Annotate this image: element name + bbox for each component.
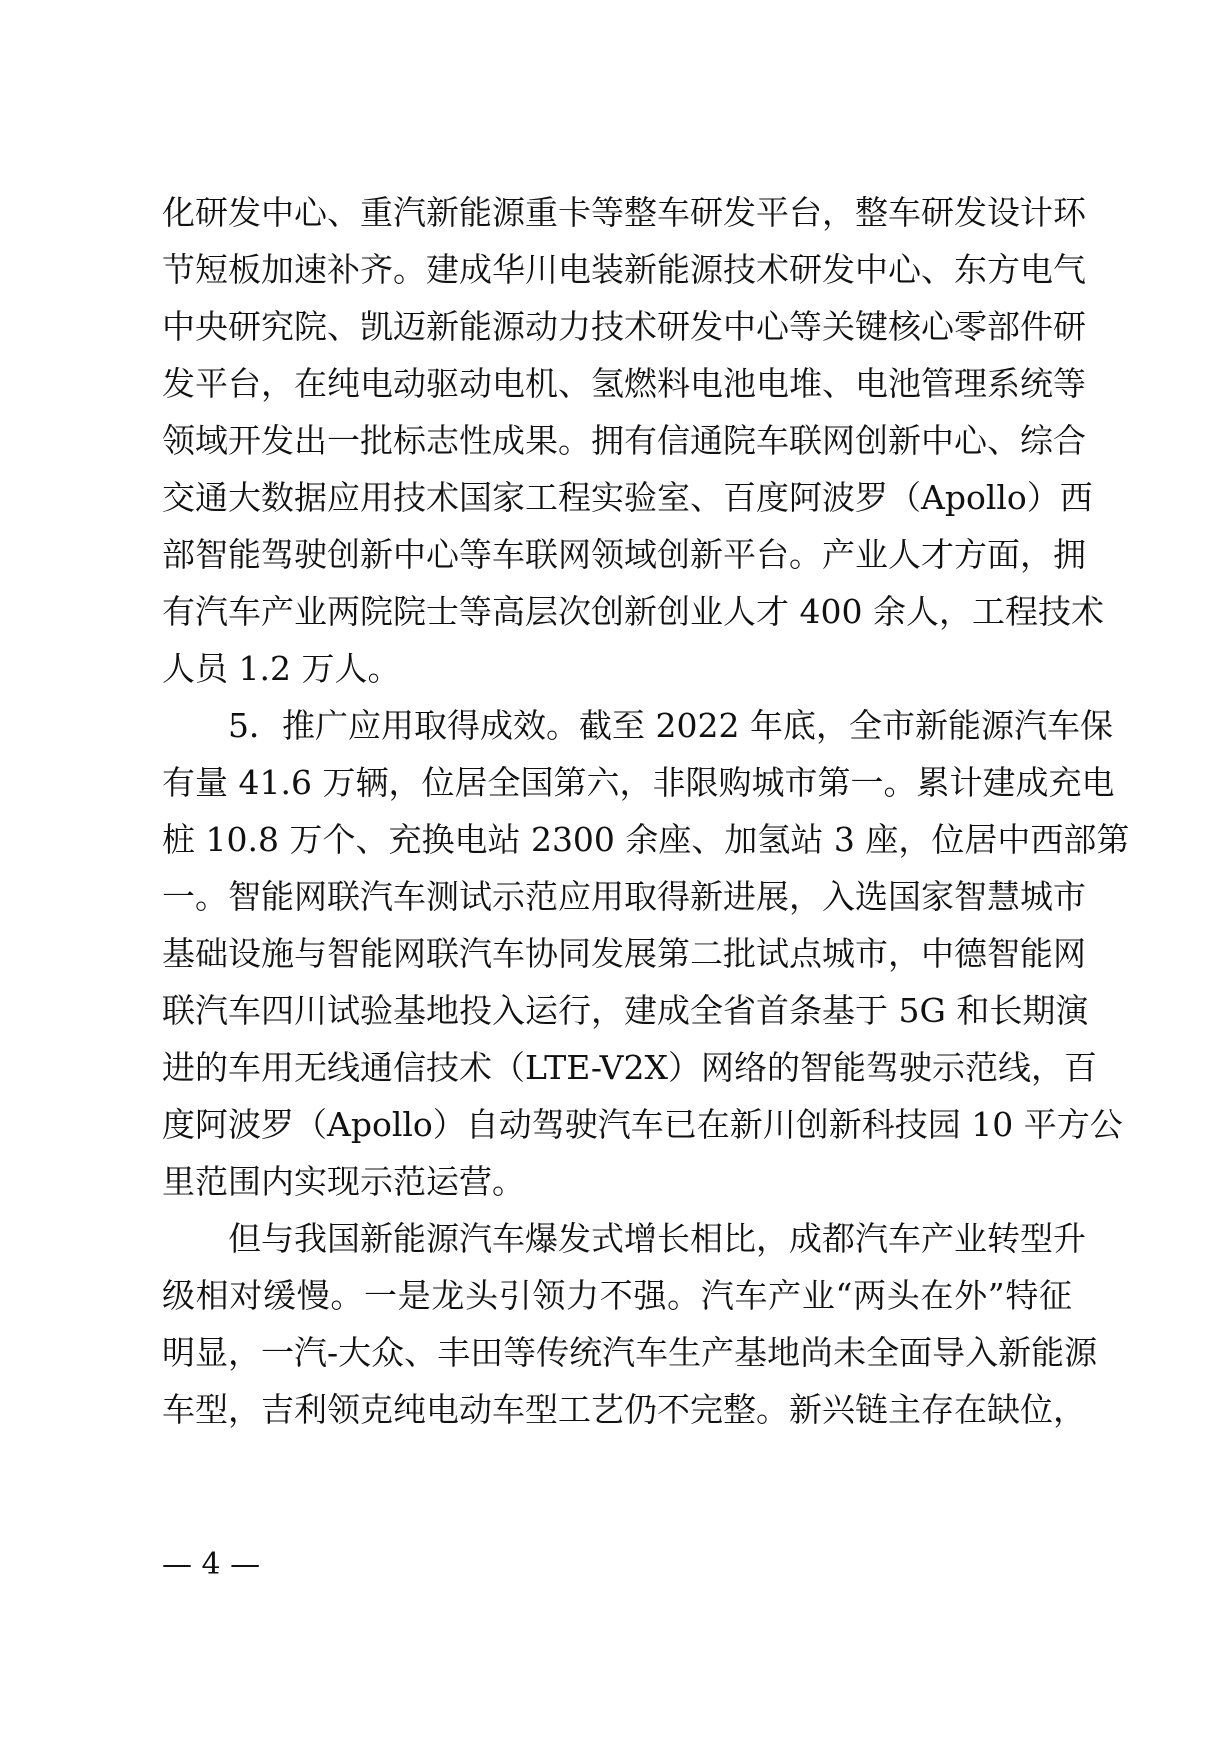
text-line: 度阿波罗（Apollo）自动驾驶汽车已在新川创新科技园 10 平方公 xyxy=(162,1105,1123,1144)
text-line: 基础设施与智能网联汽车协同发展第二批试点城市，中德智能网 xyxy=(162,934,1086,973)
text-line: 级相对缓慢。一是龙头引领力不强。汽车产业“两头在外”特征 xyxy=(162,1276,1072,1315)
text-line: 有量 41.6 万辆，位居全国第六，非限购城市第一。累计建成充电 xyxy=(162,763,1115,802)
text-line: 人员 1.2 万人。 xyxy=(162,649,401,688)
text-line: 桩 10.8 万个、充换电站 2300 余座、加氢站 3 座，位居中西部第 xyxy=(162,820,1130,859)
text-line: 领域开发出一批标志性成果。拥有信通院车联网创新中心、综合 xyxy=(162,421,1086,460)
text-line: 但与我国新能源汽车爆发式增长相比，成都汽车产业转型升 xyxy=(228,1219,1086,1258)
text-line: 交通大数据应用技术国家工程实验室、百度阿波罗（Apollo）西 xyxy=(162,478,1093,517)
text-line: 节短板加速补齐。建成华川电装新能源技术研发中心、东方电气 xyxy=(162,250,1086,289)
text-line: 中央研究院、凯迈新能源动力技术研发中心等关键核心零部件研 xyxy=(162,307,1086,346)
text-line: 明显，一汽-大众、丰田等传统汽车生产基地尚未全面导入新能源 xyxy=(162,1333,1098,1372)
text-line: 进的车用无线通信技术（LTE-V2X）网络的智能驾驶示范线，百 xyxy=(162,1048,1098,1087)
text-line: 发平台，在纯电动驱动电机、氢燃料电池电堆、电池管理系统等 xyxy=(162,364,1086,403)
page-number: — 4 — xyxy=(162,1547,261,1582)
text-line: 联汽车四川试验基地投入运行，建成全省首条基于 5G 和长期演 xyxy=(162,991,1089,1030)
text-line: 有汽车产业两院院士等高层次创新创业人才 400 余人，工程技术 xyxy=(162,592,1104,631)
text-line: 5．推广应用取得成效。截至 2022 年底，全市新能源汽车保 xyxy=(228,706,1113,745)
text-line: 一。智能网联汽车测试示范应用取得新进展，入选国家智慧城市 xyxy=(162,877,1086,916)
text-line: 部智能驾驶创新中心等车联网领域创新平台。产业人才方面，拥 xyxy=(162,535,1086,574)
text-line: 化研发中心、重汽新能源重卡等整车研发平台，整车研发设计环 xyxy=(162,193,1086,232)
text-line: 车型，吉利领克纯电动车型工艺仍不完整。新兴链主存在缺位， xyxy=(162,1390,1086,1429)
text-line: 里范围内实现示范运营。 xyxy=(162,1162,525,1201)
